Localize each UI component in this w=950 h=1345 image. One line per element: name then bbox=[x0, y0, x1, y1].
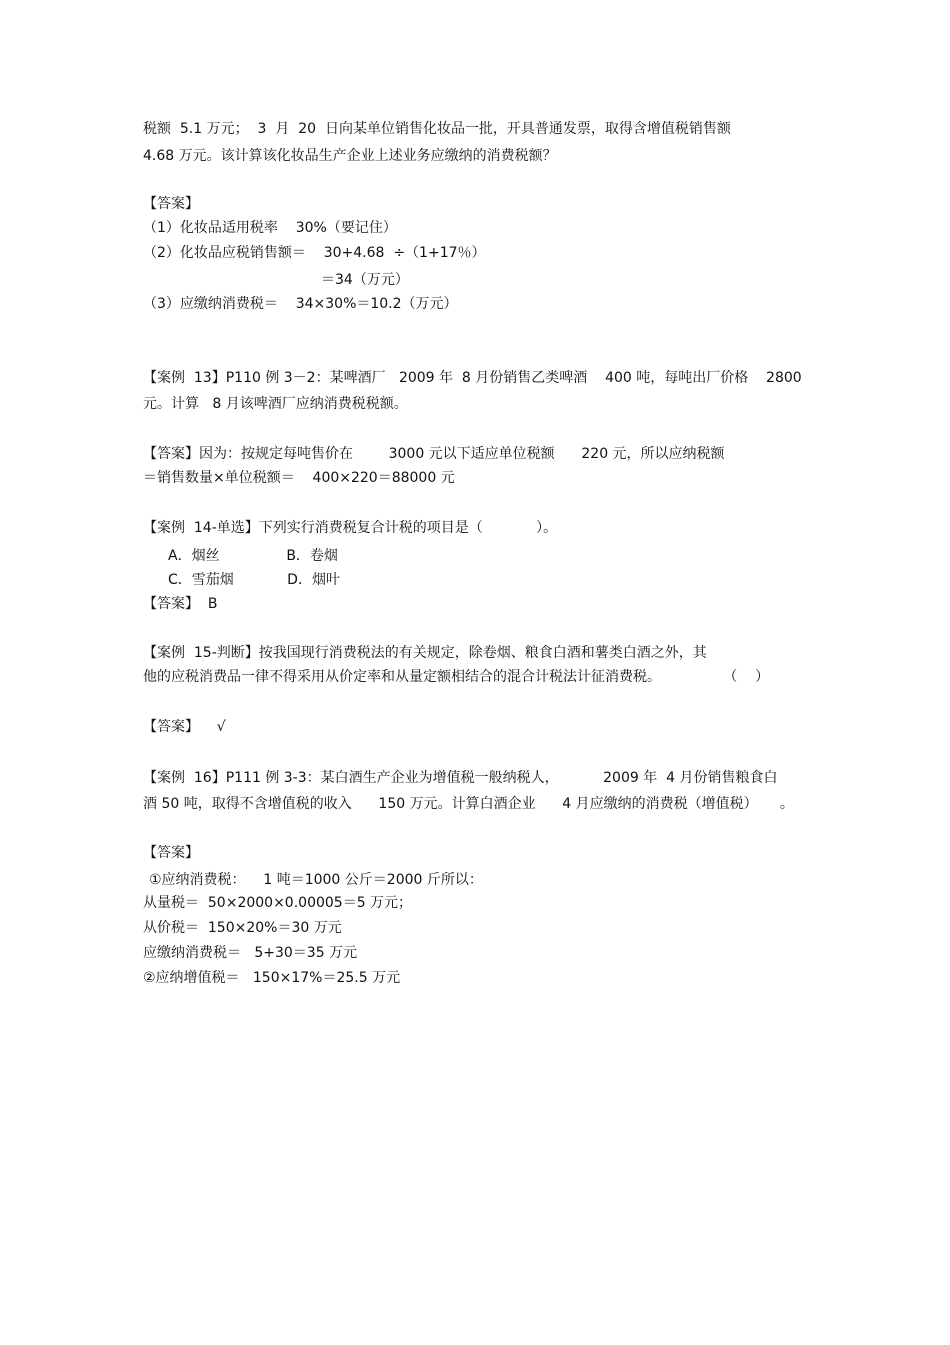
case-13-answer-1: 【答案】因为：按规定每吨售价在 3000 元以下适应单位税额 220 元，所以应纳税额 bbox=[143, 446, 725, 462]
case-13-line-2: 元。计算 8 月该啤酒厂应纳消费税税额。 bbox=[143, 396, 408, 412]
case-16-answer-2: 从量税＝ 50×2000×0.00005＝5 万元； bbox=[143, 895, 413, 911]
case-16-line-2: 酒 50 吨，取得不含增值税的收入 150 万元。计算白酒企业 4 月应缴纳的消费税（增值税） 。 bbox=[143, 796, 794, 812]
case-14-answer: 【答案】 B bbox=[143, 596, 218, 612]
case-14-question: 【案例 14-单选】下列实行消费税复合计税的项目是（ ）。 bbox=[143, 520, 558, 536]
text-line-4: （1）化妆品适用税率 30%（要记住） bbox=[143, 220, 397, 236]
case-15-answer: 【答案】 √ bbox=[143, 719, 226, 735]
text-line-6: ＝34（万元） bbox=[321, 272, 409, 288]
case-13-line-1: 【案例 13】P110 例 3－2：某啤酒厂 2009 年 8 月份销售乙类啤酒 400 吨，每吨出厂价格 2800 bbox=[143, 370, 802, 386]
case-15-line-2: 他的应税消费品一律不得采用从价定率和从量定额相结合的混合计税法计征消费税。 （ ） bbox=[143, 669, 770, 685]
case-16-answer-3: 从价税＝ 150×20%＝30 万元 bbox=[143, 920, 342, 936]
case-16-answer-5: ②应纳增值税＝ 150×17%＝25.5 万元 bbox=[143, 970, 401, 986]
answer-heading-1: 【答案】 bbox=[143, 196, 199, 212]
case-15-line-1: 【案例 15-判断】按我国现行消费税法的有关规定，除卷烟、粮食白酒和薯类白酒之外，其 bbox=[143, 645, 707, 661]
case-14-options-cd: C．雪茄烟 D．烟叶 bbox=[168, 572, 340, 588]
text-line-2: 4.68 万元。该计算该化妆品生产企业上述业务应缴纳的消费税额？ bbox=[143, 148, 557, 164]
text-line-7: （3）应缴纳消费税＝ 34×30%＝10.2（万元） bbox=[143, 296, 458, 312]
case-14-options-ab: A．烟丝 B．卷烟 bbox=[168, 548, 338, 564]
text-line-5: （2）化妆品应税销售额＝ 30+4.68 ÷（1+17％） bbox=[143, 245, 486, 261]
case-16-answer-heading: 【答案】 bbox=[143, 845, 199, 861]
text-line-1: 税额 5.1 万元； 3 月 20 日向某单位销售化妆品一批，开具普通发票，取得含增值税销售额 bbox=[143, 121, 731, 137]
case-13-answer-2: ＝销售数量×单位税额＝ 400×220＝88000 元 bbox=[143, 470, 455, 486]
case-16-answer-1: ①应纳消费税： 1 吨＝1000 公斤＝2000 斤所以： bbox=[149, 872, 483, 888]
case-16-line-1: 【案例 16】P111 例 3-3：某白酒生产企业为增值税一般纳税人， 2009 年 4 月份销售粮食白 bbox=[143, 770, 778, 786]
case-16-answer-4: 应缴纳消费税＝ 5+30＝35 万元 bbox=[143, 945, 358, 961]
